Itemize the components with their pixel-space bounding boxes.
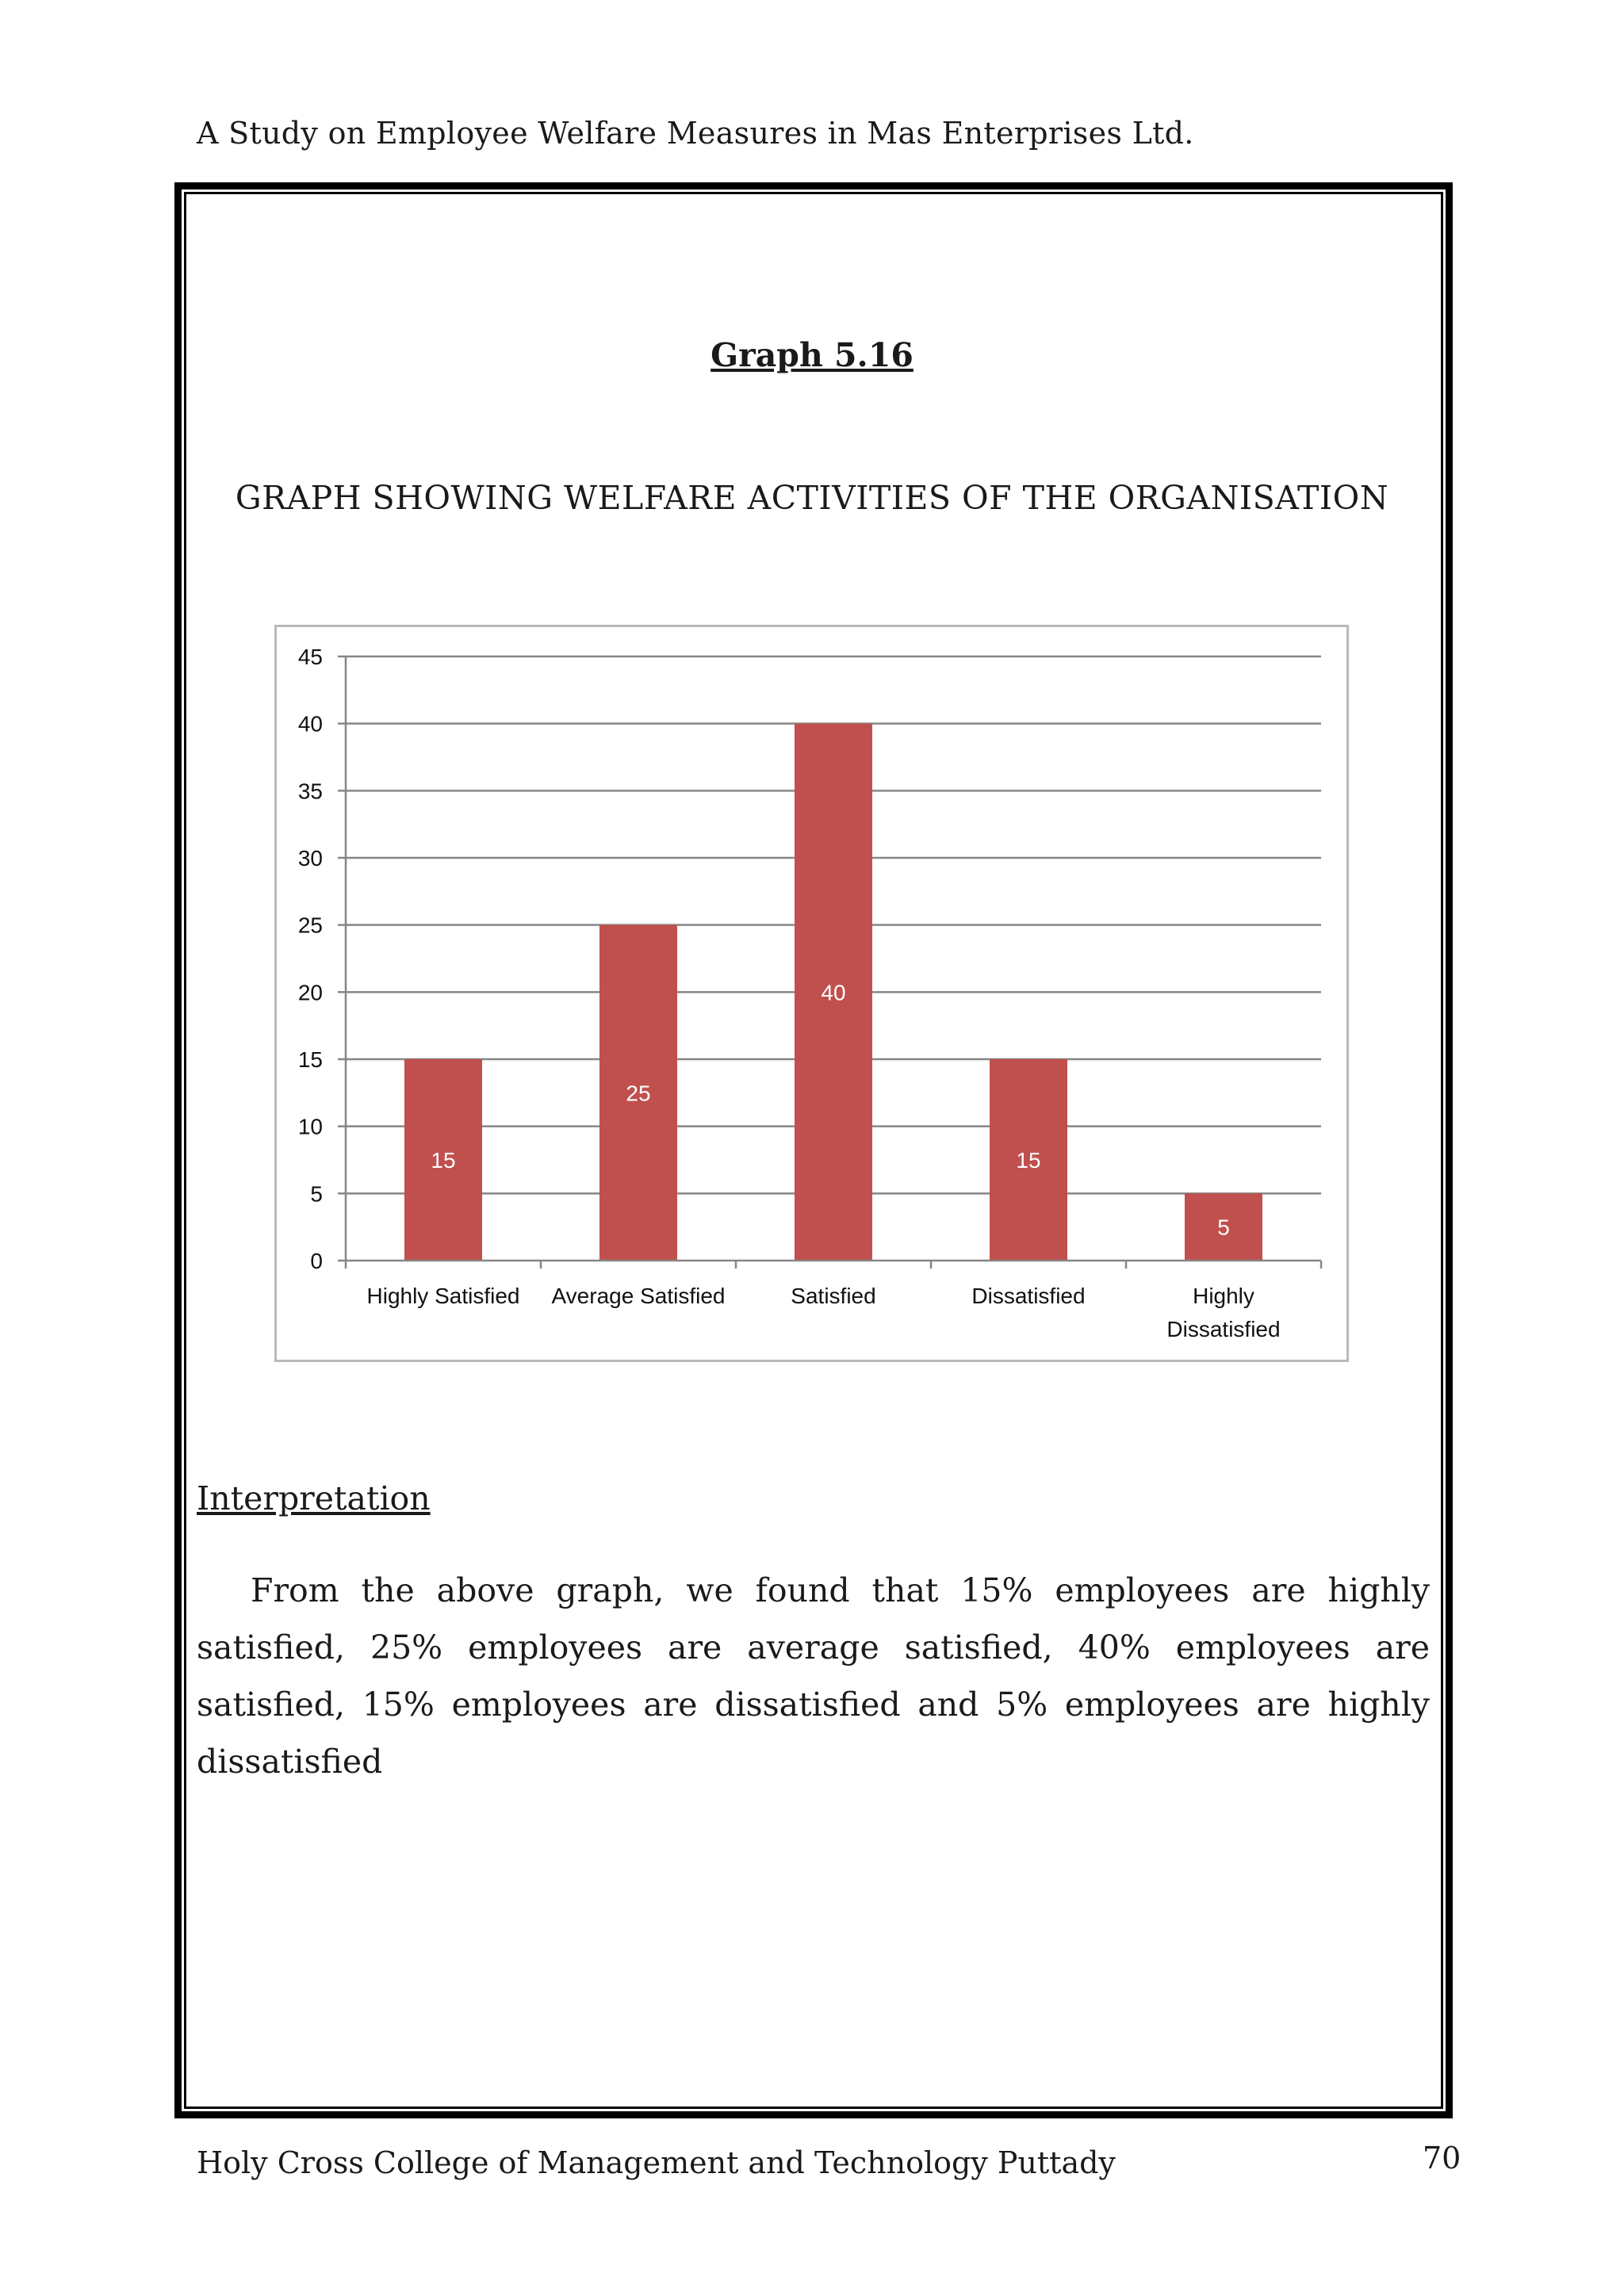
running-header: A Study on Employee Welfare Measures in Mas Enterprises Ltd. xyxy=(197,116,1194,151)
y-tick-label: 30 xyxy=(297,846,323,871)
y-tick-label: 10 xyxy=(297,1114,323,1139)
data-label: 25 xyxy=(626,1081,651,1106)
x-tick-label: Dissatisfied xyxy=(971,1284,1086,1308)
x-tick-label: Highly Satisfied xyxy=(366,1284,520,1308)
x-tick-label: Highly Dissatisfied xyxy=(1166,1284,1281,1341)
data-label: 15 xyxy=(431,1148,456,1173)
interpretation-text: From the above graph, we found that 15% employees are highly satisfied, 25% employees are average satisfied, 40% employees are satisfied, 15% employees are dissatisfied and 5% employees are highly dissatisfied xyxy=(197,1571,1430,1781)
interpretation-heading: Interpretation xyxy=(197,1479,431,1517)
chart-svg xyxy=(277,627,1346,1360)
x-tick-label: Satisfied xyxy=(791,1284,876,1308)
page-number: 70 xyxy=(1423,2141,1461,2175)
y-tick-label: 20 xyxy=(297,980,323,1005)
y-tick-label: 5 xyxy=(310,1181,323,1207)
graph-number: Graph 5.16 xyxy=(710,336,914,374)
data-label: 15 xyxy=(1016,1148,1041,1173)
y-tick-label: 40 xyxy=(297,711,323,737)
graph-title: GRAPH SHOWING WELFARE ACTIVITIES OF THE ORGANISATION xyxy=(235,479,1389,517)
data-label: 5 xyxy=(1217,1215,1230,1240)
y-tick-label: 35 xyxy=(297,779,323,804)
y-tick-label: 0 xyxy=(310,1249,323,1273)
data-label: 40 xyxy=(821,980,846,1005)
y-tick-label: 15 xyxy=(297,1047,323,1072)
y-tick-label: 25 xyxy=(297,913,323,938)
y-tick-label: 45 xyxy=(297,645,323,669)
x-tick-label: Average Satisfied xyxy=(551,1284,726,1308)
footer-college: Holy Cross College of Management and Technology Puttady xyxy=(197,2145,1116,2180)
bar-chart xyxy=(274,625,1349,1362)
